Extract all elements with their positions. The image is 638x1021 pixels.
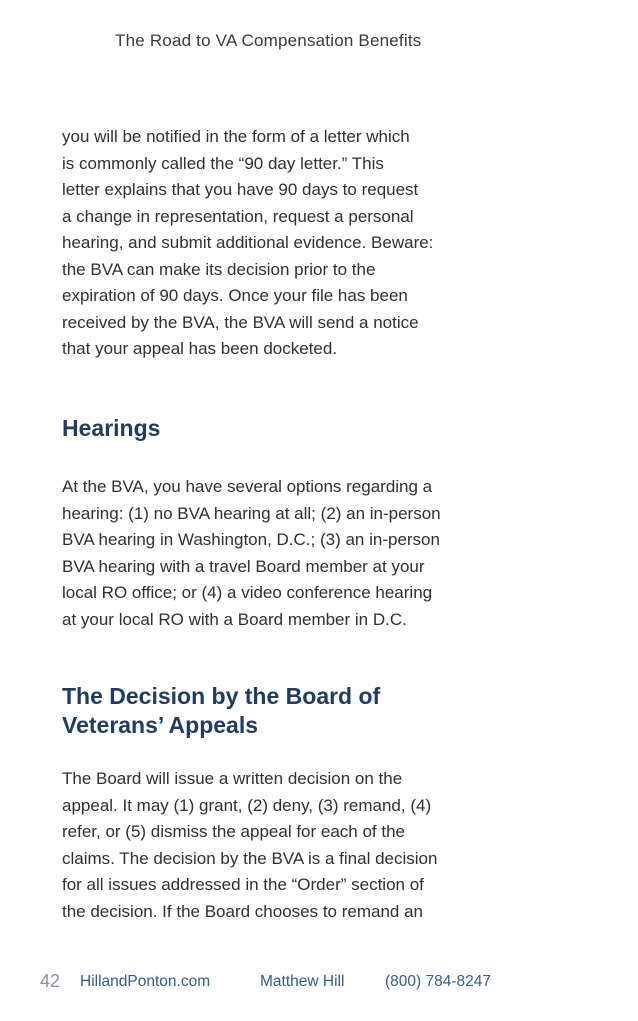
text-line: the BVA can make its decision prior to the — [62, 259, 376, 279]
text-line: the decision. If the Board chooses to remand an — [62, 901, 424, 921]
decision-paragraph — [62, 766, 512, 925]
text-line: BVA hearing in Washington, D.C.; (3) an in-person — [62, 530, 440, 549]
text-line: refer, or (5) dismiss the appeal for each of the — [62, 822, 406, 841]
intro-paragraph — [62, 124, 512, 363]
text-line: The Board will issue a written decision on the — [62, 769, 403, 788]
footer-phone-link[interactable]: (800) 784-8247 — [385, 973, 491, 990]
section-heading-hearings: Hearings — [62, 415, 161, 441]
decision-section — [62, 682, 512, 740]
text-line: for all issues addressed in the “Order” section of — [62, 875, 424, 894]
text-line: hearing: (1) no BVA hearing at all; (2) an in-person — [62, 503, 441, 523]
running-header: The Road to VA Compensation Benefits — [115, 31, 422, 50]
decision-body — [62, 766, 512, 925]
text-line: that your appeal has been docketed. — [62, 339, 338, 358]
text-line: BVA hearing with a travel Board member at your — [62, 556, 425, 576]
text-line: is commonly called the “90 day letter.” This — [62, 153, 384, 173]
text-line: hearing, and submit additional evidence. Beware: — [62, 233, 434, 252]
footer-author: Matthew Hill — [260, 973, 345, 990]
footer-website-link[interactable]: HillandPonton.com — [80, 973, 211, 990]
text-line: At the BVA, you have several options regarding a — [62, 477, 433, 496]
hearings-paragraph — [62, 474, 512, 633]
text-line: a change in representation, request a personal — [62, 206, 414, 226]
text-line: letter explains that you have 90 days to request — [62, 180, 419, 199]
text-line: appeal. It may (1) grant, (2) deny, (3) remand, (4) — [62, 795, 432, 815]
text-line: local RO office; or (4) a video conference hearing — [62, 583, 433, 602]
text-line: expiration of 90 days. Once your file has been — [62, 286, 408, 305]
section-heading-decision — [62, 682, 512, 740]
text-line: claims. The decision by the BVA is a final decision — [62, 848, 438, 868]
text-line: you will be notified in the form of a letter which — [62, 127, 410, 146]
hearings-section — [62, 414, 512, 443]
page-number: 42 — [40, 971, 61, 991]
heading-line: The Decision by the Board of — [62, 683, 381, 709]
hearings-body — [62, 474, 512, 633]
intro-section — [62, 124, 512, 363]
text-line: received by the BVA, the BVA will send a notice — [62, 312, 419, 332]
text-line: at your local RO with a Board member in D.C. — [62, 609, 407, 629]
heading-line: Veterans’ Appeals — [62, 712, 259, 738]
